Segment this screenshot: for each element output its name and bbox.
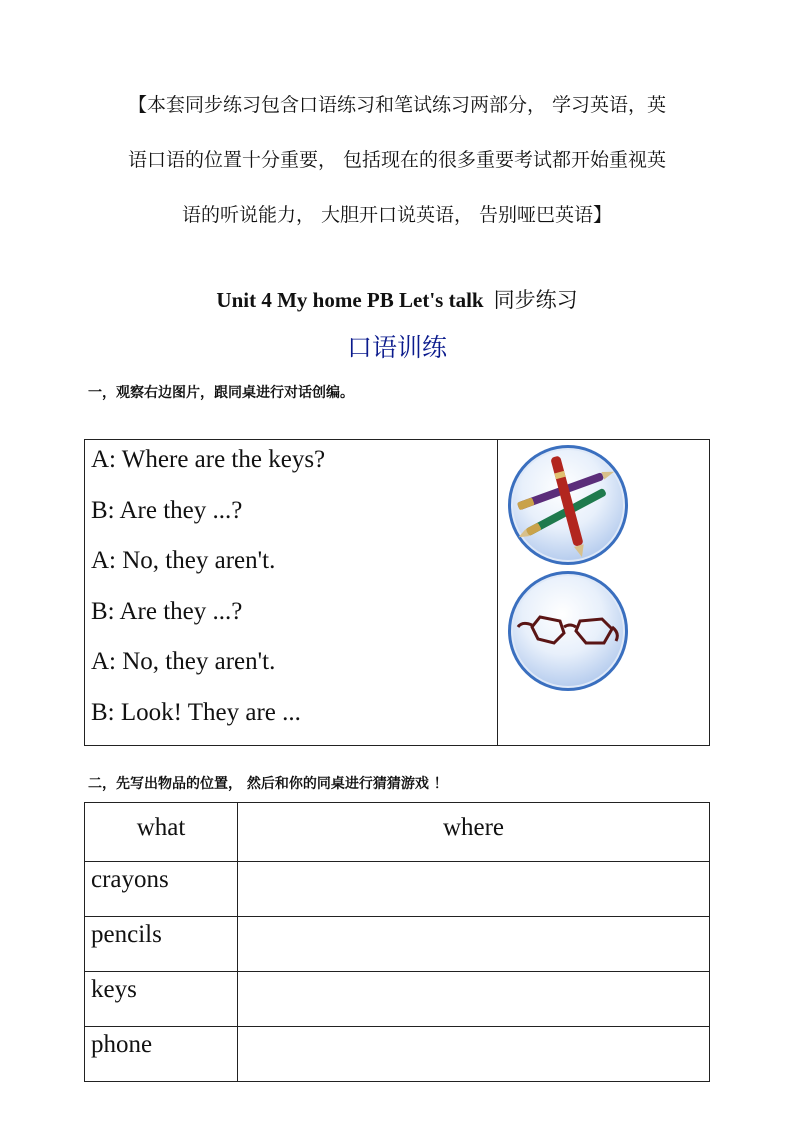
item-name: pencils bbox=[85, 917, 238, 972]
item-name: phone bbox=[85, 1027, 238, 1082]
guess-table bbox=[84, 802, 710, 1082]
where-answer-cell[interactable] bbox=[238, 917, 710, 972]
where-answer-cell[interactable] bbox=[238, 1027, 710, 1082]
dialog-line: B: Are they ...? bbox=[91, 496, 243, 524]
intro-line: 【本套同步练习包含口语练习和笔试练习两部分， 学习英语，英 bbox=[127, 94, 667, 116]
item-name: crayons bbox=[85, 862, 238, 917]
page-title bbox=[0, 284, 794, 314]
header-where: where bbox=[238, 803, 710, 862]
unit-title-cn: 同步练习 bbox=[493, 288, 578, 312]
dialog-line: A: No, they aren't. bbox=[91, 648, 276, 675]
intro-paragraph bbox=[80, 78, 714, 243]
dialog-line: B: Look! They are ... bbox=[91, 698, 301, 726]
section-heading: 口语训练 bbox=[346, 333, 447, 362]
table-row bbox=[85, 1027, 710, 1082]
dialog-line: B: Are they ...? bbox=[91, 597, 243, 625]
dialog-line: A: Where are the keys? bbox=[91, 446, 326, 473]
picture-cell bbox=[497, 440, 709, 746]
dialog-table bbox=[84, 439, 710, 746]
dialog-cell bbox=[85, 440, 498, 746]
table-row bbox=[85, 972, 710, 1027]
table-header-row bbox=[85, 803, 710, 862]
part1-instruction: 一，观察右边图片，跟同桌进行对话创编。 bbox=[88, 385, 354, 401]
where-answer-cell[interactable] bbox=[238, 862, 710, 917]
unit-title-text: Unit 4 My home PB Let's talk bbox=[216, 288, 484, 312]
pens-icon bbox=[504, 441, 632, 569]
part2-instruction: 二，先写出物品的位置， 然后和你的同桌进行猜猜游戏 ！ bbox=[88, 776, 448, 792]
intro-line: 语的听说能力， 大胆开口说英语， 告别哑巴英语】 bbox=[181, 204, 613, 226]
table-row bbox=[85, 917, 710, 972]
glasses-icon bbox=[504, 567, 632, 695]
item-name: keys bbox=[85, 972, 238, 1027]
table-row bbox=[85, 862, 710, 917]
dialog-line: A: No, they aren't. bbox=[91, 547, 276, 574]
where-answer-cell[interactable] bbox=[238, 972, 710, 1027]
header-what: what bbox=[85, 803, 238, 862]
intro-line: 语口语的位置十分重要， 包括现在的很多重要考试都开始重视英 bbox=[127, 149, 667, 171]
